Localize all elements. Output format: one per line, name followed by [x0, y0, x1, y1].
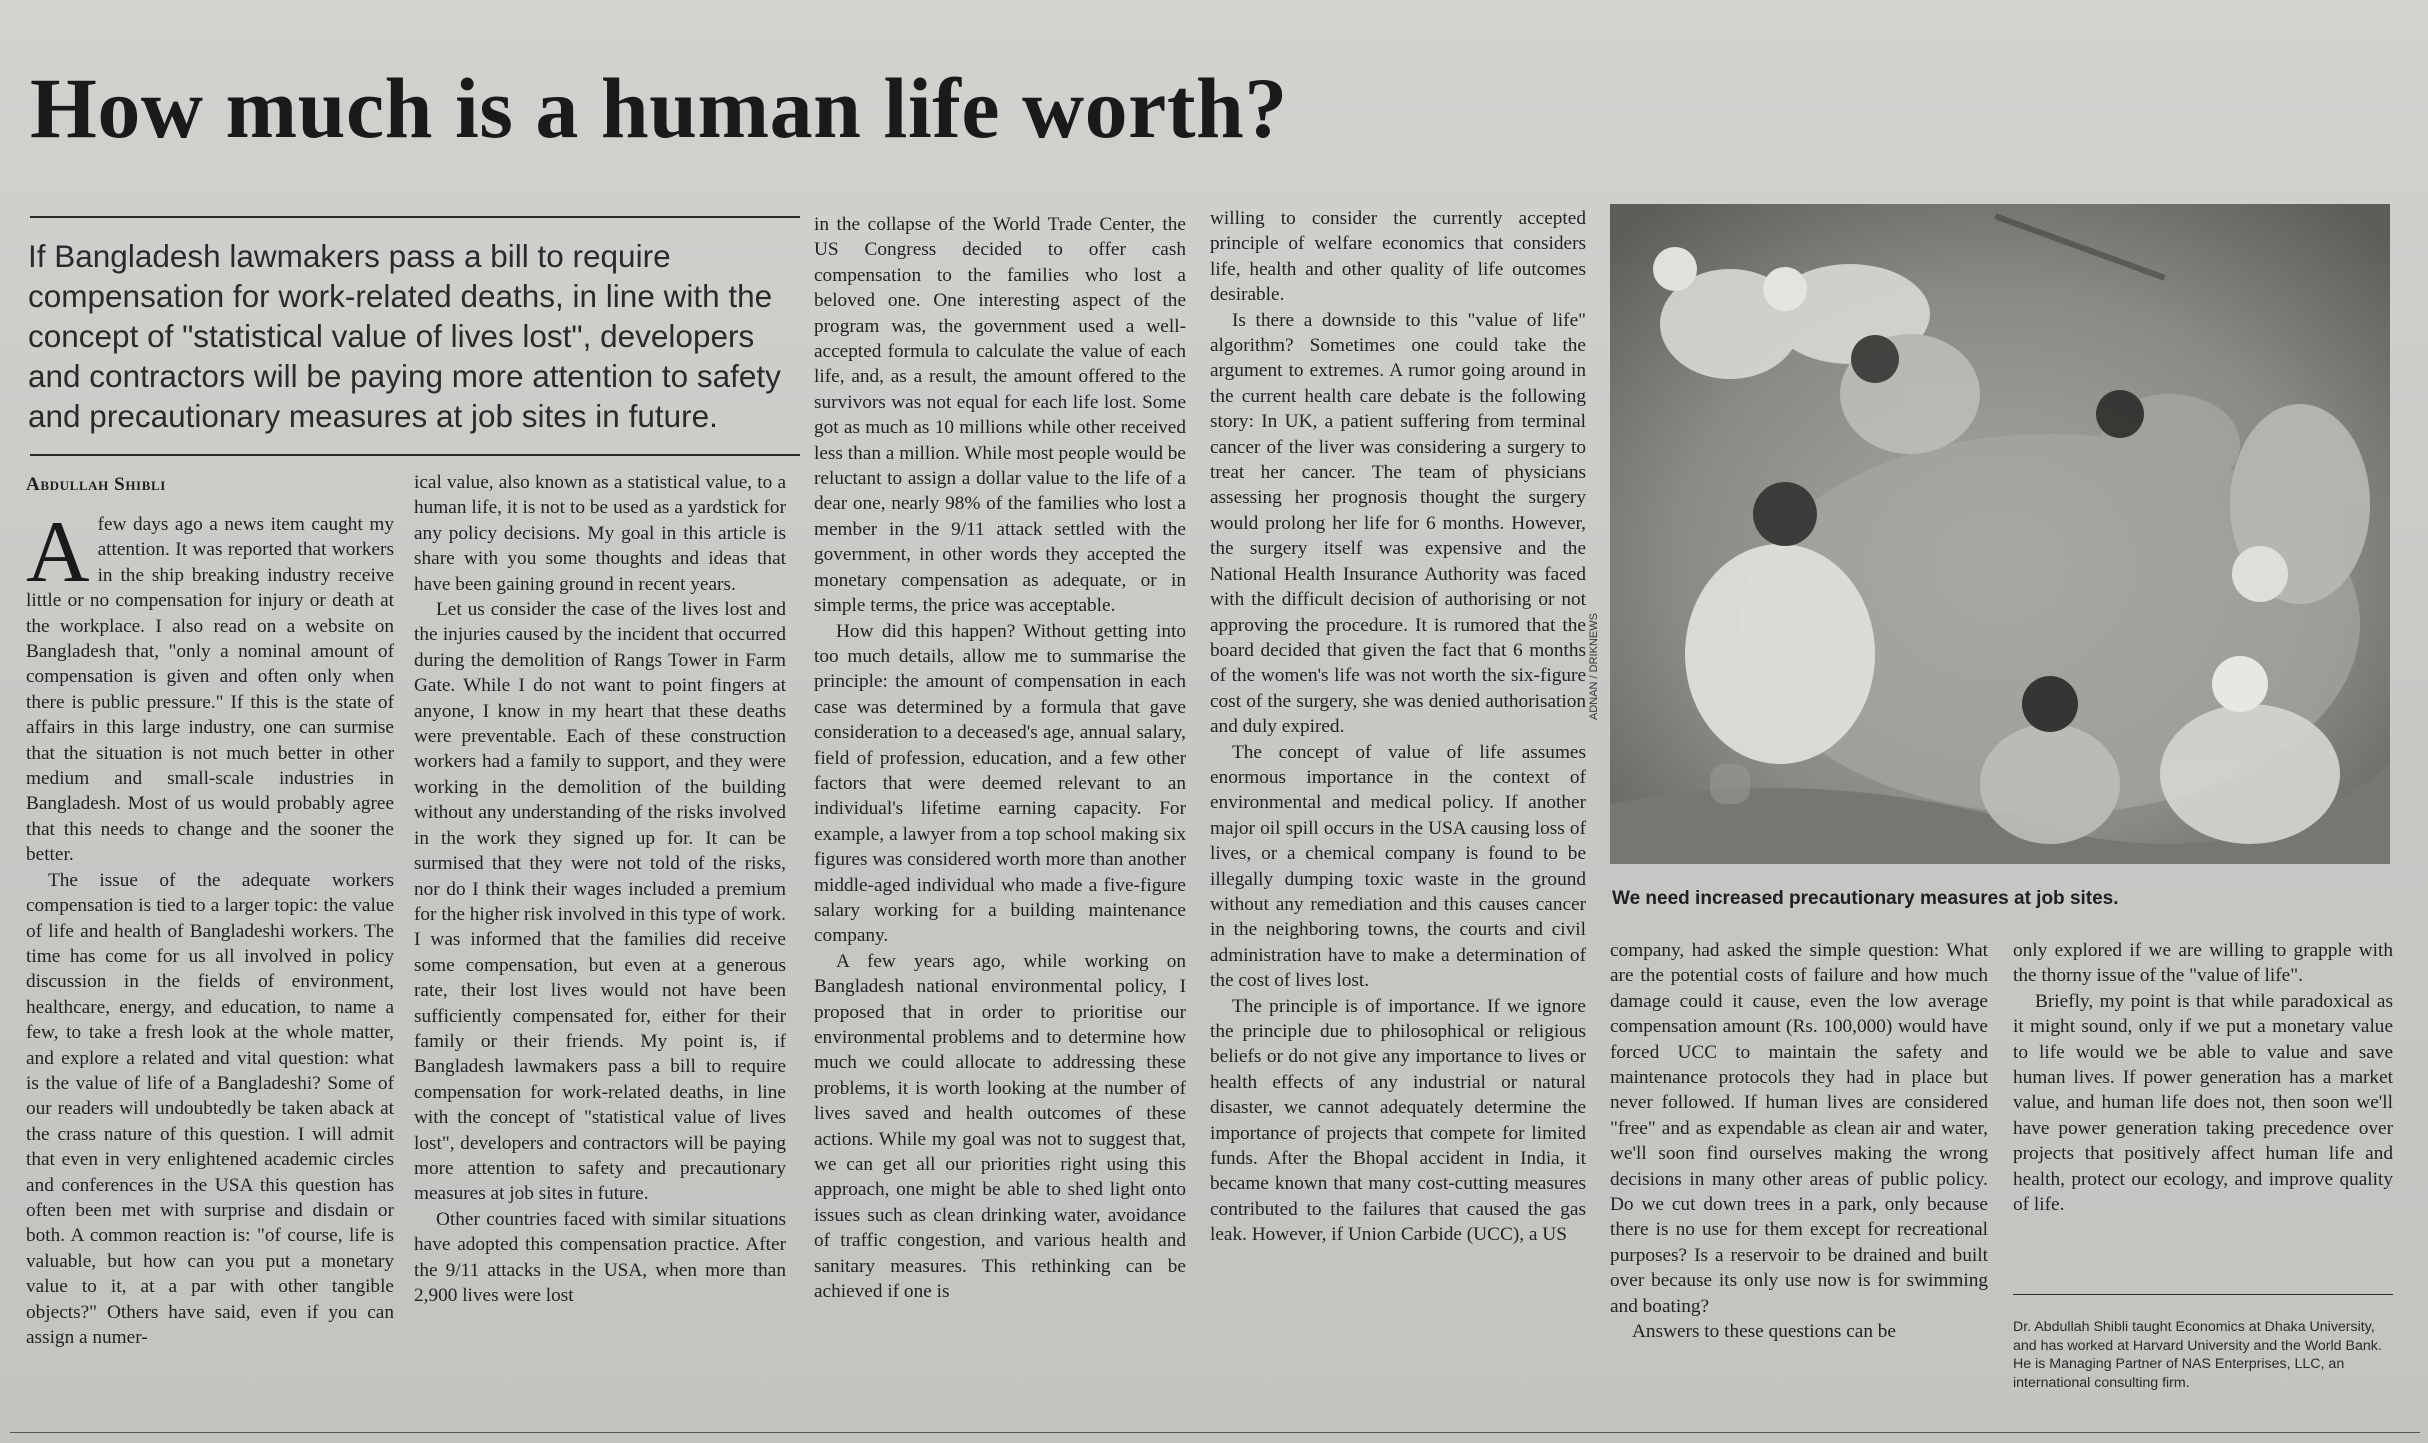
standfirst: If Bangladesh lawmakers pass a bill to require compensation for work-related deaths, in line with the concept of "statistical value of lives lost", developers and contractors will be paying more attention to safety and precautionary measures at job sites in future.	[28, 238, 781, 434]
page-bottom-rule	[10, 1432, 2420, 1433]
paragraph: only explored if we are willing to grapple with the thorny issue of the "value of life".	[2013, 940, 2393, 987]
paragraph: A few years ago, while working on Bangladesh national environmental policy, I proposed that in order to prioritise our environmental problems and to determine how much we could allocate to addressing these problems, it is worth looking at the number of lives saved and health outcomes of these actions. While my goal was not to suggest that, we can get all our priorities right using this approach, one might be able to shed light onto issues such as clean drinking water, avoidance of traffic congestion, and various health and sanitary measures. This rethinking can be achieved if one is	[814, 950, 1186, 1303]
photo-caption: We need increased precautionary measures at job sites.	[1612, 888, 2119, 909]
paragraph-text: few days ago a news item caught my attention. It was reported that workers in the ship breaking industry receive little or no compensation for injury or death at the workplace. I also read on a website on Bangladesh that, "only a nominal amount of compensation is given and often only when there is public pressure." If this is the state of affairs in this large industry, one can surmise that the situation is not much better in other medium and small-scale industries in Bangladesh. Most of us would probably agree that this needs to change and the sooner the better.	[26, 514, 394, 866]
paragraph: willing to consider the currently accepted principle of welfare economics that considers life, health and other quality of life outcomes desirable.	[1210, 208, 1586, 306]
paragraph: The principle is of importance. If we ignore the principle due to philosophical or religious beliefs or do not give any importance to lives or health effects of any industrial or natural disaster, we cannot adequately determine the importance of projects that compete for limited funds. After the Bhopal accident in India, it became known that many cost-cutting measures contributed to the failures that caused the gas leak. However, if Union Carbide (UCC), a US	[1210, 995, 1586, 1246]
rule-top	[30, 216, 800, 218]
drop-cap: A	[26, 504, 90, 601]
paragraph: Briefly, my point is that while paradoxical as it might sound, only if we put a monetary value to life would we be able to value and save human lives. If power generation has a market value, and human life does not, then soon we'll have power generation taking precedence over projects that positively affect human life and health, protect our ecology, and improve quality of life.	[2013, 990, 2393, 1216]
photo-illustration	[1610, 204, 2390, 864]
paragraph: Answers to these questions can be	[1632, 1321, 1896, 1343]
text-column-2	[414, 470, 786, 1308]
rule-bottom	[30, 454, 800, 456]
paragraph: How did this happen? Without getting into too much details, allow me to summarise the principle: the amount of compensation in each case was determined by a formula that gave consideration to a deceased's age, annual salary, field of profession, education, and a few other factors that were deemed relevant to an individual's lifetime earning capacity. For example, a lawyer from a top school making six figures was considered worth more than another middle-aged individual who made a five-figure salary working for a building maintenance company.	[814, 620, 1186, 947]
paragraph: Is there a downside to this "value of life" algorithm? Sometimes one could take the argument to extremes. A rumor going around in the current health care debate is the following story: In UK, a patient suffering from terminal cancer of the liver was considering a surgery to treat her cancer. The team of physicians assessing her prognosis thought the surgery would prolong her life for 6 months. However, the surgery itself was expensive and the National Health Insurance Authority was faced with the difficult decision of authorising or not approving the procedure. It is rumored that the board decided that given the fact that 6 months of the women's life was not worth the six-figure cost of the surgery, she was denied authorisation and duly expired.	[1210, 309, 1586, 738]
text-column-3	[814, 212, 1186, 1304]
photo-credit: ADNAN / DRIKNEWS	[1588, 613, 1600, 720]
text-column-4	[1210, 206, 1586, 1248]
paragraph: company, had asked the simple question: What are the potential costs of failure and how much damage could it cause, even the low average compensation amount (Rs. 100,000) would have forced UCC to maintain the safety and maintenance protocols they had in place but never followed. If human lives are considered "free" and as expendable as clean air and water, we'll soon find ourselves making the wrong decisions in many other areas of public policy. Do we cut down trees in a park, only because there is no use for them except for recreational purposes? Is a reservoir to be drained and built over because its only use now is for swimming and boating?	[1610, 940, 1988, 1317]
byline: Abdullah Shibli	[26, 474, 166, 495]
paragraph: Let us consider the case of the lives lost and the injuries caused by the incident that occurred during the demolition of Rangs Tower in Farm Gate. While I do not want to point fingers at anyone, I know in my heart that these deaths were preventable. Each of these construction workers had a family to support, and they were working in the demolition of the building without any understanding of the risks involved in the work they signed up for. It can be surmised that they were not told of the risks, nor do I think their wages included a premium for the higher risk involved in this type of work. I was informed that the families did receive some compensation, but even at a generous rate, their lost lives would not have been sufficiently compensated for, either for their family or their friends. My point is, if Bangladesh lawmakers pass a bill to require compensation for work-related deaths, in line with the concept of "statistical value of lives lost", developers and contractors will be paying more attention to safety and precautionary measures at job sites in future.	[414, 599, 786, 1205]
paragraph: Other countries faced with similar situations have adopted this compensation practice. After the 9/11 attacks in the USA, when more than 2,900 lives were lost	[414, 1208, 786, 1306]
construction-site-photo	[1610, 204, 2390, 864]
paragraph: The concept of value of life assumes enormous importance in the context of environmental and medical policy. If another major oil spill occurs in the USA causing loss of lives, or a chemical company is found to be illegally dumping toxic waste in the ground without any remediation and this causes cancer in the neighboring towns, the courts and civil administration have to make a determination of the cost of lives lost.	[1210, 741, 1586, 992]
text-column-1	[26, 504, 394, 1350]
paragraph: The issue of the adequate workers compensation is tied to a larger topic: the value of life and health of Bangladeshi workers. The time has come for us all involved in policy discussion in the fields of environment, healthcare, energy, and education, to name a few, to take a fresh look at the whole matter, and explore a related and vital question: what is the value of life of a Bangladeshi? Some of our readers will undoubtedly be taken aback at the crass nature of this question. I will admit that even in very enlightened academic circles and conferences in the USA this question has often been met with surprise and disdain or both. A common reaction is: "of course, life is valuable, but how can you put a monetary value to it, at a par with other tangible objects?" Others have said, even if you can assign a numer-	[26, 869, 394, 1348]
paragraph: ical value, also known as a statistical value, to a human life, it is not to be used as a yardstick for any policy decisions. My goal in this article is share with you some thoughts and ideas that have been gaining ground in recent years.	[414, 472, 786, 595]
headline: How much is a human life worth?	[30, 60, 1288, 156]
bio-divider	[2013, 1294, 2393, 1295]
author-bio: Dr. Abdullah Shibli taught Economics at Dhaka University, and has worked at Harvard University and the World Bank. He is Managing Partner of NAS Enterprises, LLC, an international consulting firm.	[2013, 1319, 2382, 1391]
paragraph: in the collapse of the World Trade Center, the US Congress decided to offer cash compensation to the families who lost a beloved one. One interesting aspect of the program was, the government used a well-accepted formula to calculate the value of each life, and, as a result, the amount offered to the survivors was not equal for each life lost. Some got as much as 10 millions while other received less than a million. While most people would be reluctant to assign a dollar value to the life of a dear one, nearly 98% of the families who lost a member in the 9/11 attack settled with the government, in other words they accepted the monetary compensation as adequate, or in simple terms, the price was acceptable.	[814, 214, 1186, 617]
text-column-5	[1610, 938, 1988, 1345]
text-column-6	[2013, 938, 2393, 1217]
paragraph	[26, 504, 394, 868]
